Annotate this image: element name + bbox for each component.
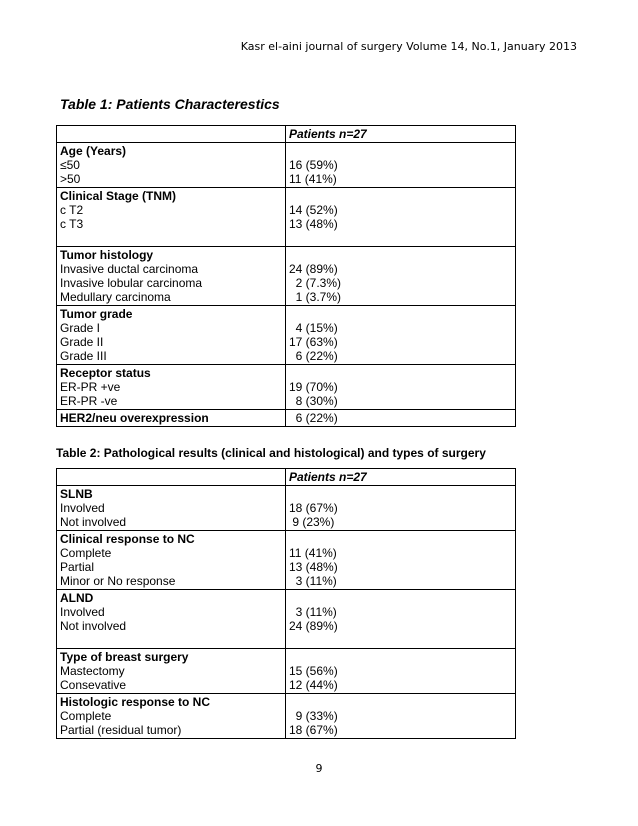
- table2-group-row: [57, 486, 516, 531]
- row-label: Grade II: [60, 335, 104, 349]
- row-label: c T2: [60, 203, 84, 217]
- row-value: 17 (63%): [289, 335, 338, 349]
- row-value: 19 (70%): [289, 380, 338, 394]
- table1-title: Table 1: Patients Characterestics: [60, 96, 280, 112]
- table1-group-row: [57, 365, 516, 410]
- row-value: 13 (48%): [289, 560, 338, 574]
- table1-group-row: [57, 247, 516, 306]
- table2-group-label-cell: [57, 694, 286, 739]
- table1-group-row: [57, 143, 516, 188]
- row-value: 8 (30%): [289, 394, 338, 408]
- table1-group-value-cell: [286, 410, 516, 427]
- group-title: Age (Years): [60, 144, 127, 158]
- row-label: Not involved: [60, 515, 127, 529]
- table2-group-label-cell: [57, 590, 286, 649]
- title-spacer: [289, 189, 512, 203]
- row-value: 24 (89%): [289, 619, 338, 633]
- row-value: 13 (48%): [289, 217, 338, 231]
- title-spacer: [289, 591, 512, 605]
- table2: [56, 468, 516, 739]
- title-spacer: [289, 532, 512, 546]
- table2-group-row: [57, 694, 516, 739]
- row-value: 12 (44%): [289, 678, 338, 692]
- table2-header-empty-cell: [57, 469, 286, 486]
- row-label: Invasive ductal carcinoma: [60, 262, 199, 276]
- title-spacer: [289, 487, 512, 501]
- row-label: Involved: [60, 501, 105, 515]
- table2-column-header: Patients n=27: [286, 469, 516, 486]
- table2-header-row: [57, 469, 516, 486]
- group-title: ALND: [60, 591, 94, 605]
- row-label: Minor or No response: [60, 574, 176, 588]
- row-label: ER-PR +ve: [60, 380, 121, 394]
- table2-group-label-cell: [57, 531, 286, 590]
- row-value: 6 (22%): [289, 349, 338, 363]
- row-value: 18 (67%): [289, 723, 338, 737]
- table1-group-label-cell: [57, 188, 286, 247]
- row-value: 2 (7.3%): [289, 276, 342, 290]
- group-gap: [60, 633, 282, 647]
- row-value: 24 (89%): [289, 262, 338, 276]
- group-title: Receptor status: [60, 366, 151, 380]
- row-label: Grade I: [60, 321, 101, 335]
- title-spacer: [289, 248, 512, 262]
- table2-group-label-cell: [57, 486, 286, 531]
- table2-group-value-cell: [286, 486, 516, 531]
- title-spacer: [289, 695, 512, 709]
- group-title: Clinical Stage (TNM): [60, 189, 177, 203]
- table2-group-label-cell: [57, 649, 286, 694]
- table1-group-label-cell: [57, 365, 286, 410]
- row-value: 14 (52%): [289, 203, 338, 217]
- table2-group-value-cell: [286, 694, 516, 739]
- row-label: Partial: [60, 560, 95, 574]
- group-inline-value: 6 (22%): [289, 411, 338, 425]
- table2-group-row: [57, 590, 516, 649]
- table2-group-row: [57, 531, 516, 590]
- table2-group-value-cell: [286, 649, 516, 694]
- table1-column-header: Patients n=27: [286, 126, 516, 143]
- table1-header-row: [57, 126, 516, 143]
- group-title: HER2/neu overexpression: [60, 411, 209, 425]
- title-spacer: [289, 144, 512, 158]
- title-spacer: [289, 650, 512, 664]
- group-gap: [60, 231, 282, 245]
- row-value: 11 (41%): [289, 172, 337, 186]
- row-label: Not involved: [60, 619, 127, 633]
- row-label: Consevative: [60, 678, 127, 692]
- row-value: 15 (56%): [289, 664, 338, 678]
- table1-group-value-cell: [286, 188, 516, 247]
- row-label: >50: [60, 172, 81, 186]
- table2-group-value-cell: [286, 531, 516, 590]
- table1-group-label-cell: [57, 143, 286, 188]
- table2-group-row: [57, 649, 516, 694]
- row-label: c T3: [60, 217, 84, 231]
- row-value: 4 (15%): [289, 321, 338, 335]
- row-value: 18 (67%): [289, 501, 338, 515]
- running-header: Kasr el-aini journal of surgery Volume 14, No.1, January 2013: [240, 40, 577, 53]
- table1-group-value-cell: [286, 365, 516, 410]
- row-value: 16 (59%): [289, 158, 338, 172]
- group-title: SLNB: [60, 487, 93, 501]
- table1-group-value-cell: [286, 143, 516, 188]
- table2-title: Table 2: Pathological results (clinical and histological) and types of surgery: [56, 446, 486, 460]
- row-value: 3 (11%): [289, 574, 337, 588]
- table1-group-label-cell: [57, 306, 286, 365]
- group-title: Type of breast surgery: [60, 650, 189, 664]
- row-label: Complete: [60, 709, 112, 723]
- table1-group-row: [57, 306, 516, 365]
- row-value: 9 (23%): [289, 515, 335, 529]
- group-title: Tumor histology: [60, 248, 154, 262]
- table1-group-value-cell: [286, 306, 516, 365]
- table1-group-value-cell: [286, 247, 516, 306]
- table2-group-value-cell: [286, 590, 516, 649]
- table1-group-row: [57, 410, 516, 427]
- table1-group-label-cell: [57, 410, 286, 427]
- group-title: Tumor grade: [60, 307, 133, 321]
- table1: [56, 125, 516, 427]
- row-label: ≤50: [60, 158, 80, 172]
- row-value: 11 (41%): [289, 546, 337, 560]
- row-label: Complete: [60, 546, 112, 560]
- group-gap: [289, 231, 512, 245]
- row-label: Medullary carcinoma: [60, 290, 171, 304]
- table1-group-label-cell: [57, 247, 286, 306]
- table1-group-row: [57, 188, 516, 247]
- row-label: Mastectomy: [60, 664, 125, 678]
- group-title: Clinical response to NC: [60, 532, 195, 546]
- row-value: 9 (33%): [289, 709, 338, 723]
- row-label: Partial (residual tumor): [60, 723, 182, 737]
- title-spacer: [289, 366, 512, 380]
- group-gap: [289, 633, 512, 647]
- row-value: 3 (11%): [289, 605, 337, 619]
- row-label: ER-PR -ve: [60, 394, 118, 408]
- title-spacer: [289, 307, 512, 321]
- row-value: 1 (3.7%): [289, 290, 342, 304]
- group-title: Histologic response to NC: [60, 695, 211, 709]
- row-label: Invasive lobular carcinoma: [60, 276, 203, 290]
- table1-header-empty-cell: [57, 126, 286, 143]
- page-number: 9: [315, 762, 323, 775]
- row-label: Grade III: [60, 349, 107, 363]
- row-label: Involved: [60, 605, 105, 619]
